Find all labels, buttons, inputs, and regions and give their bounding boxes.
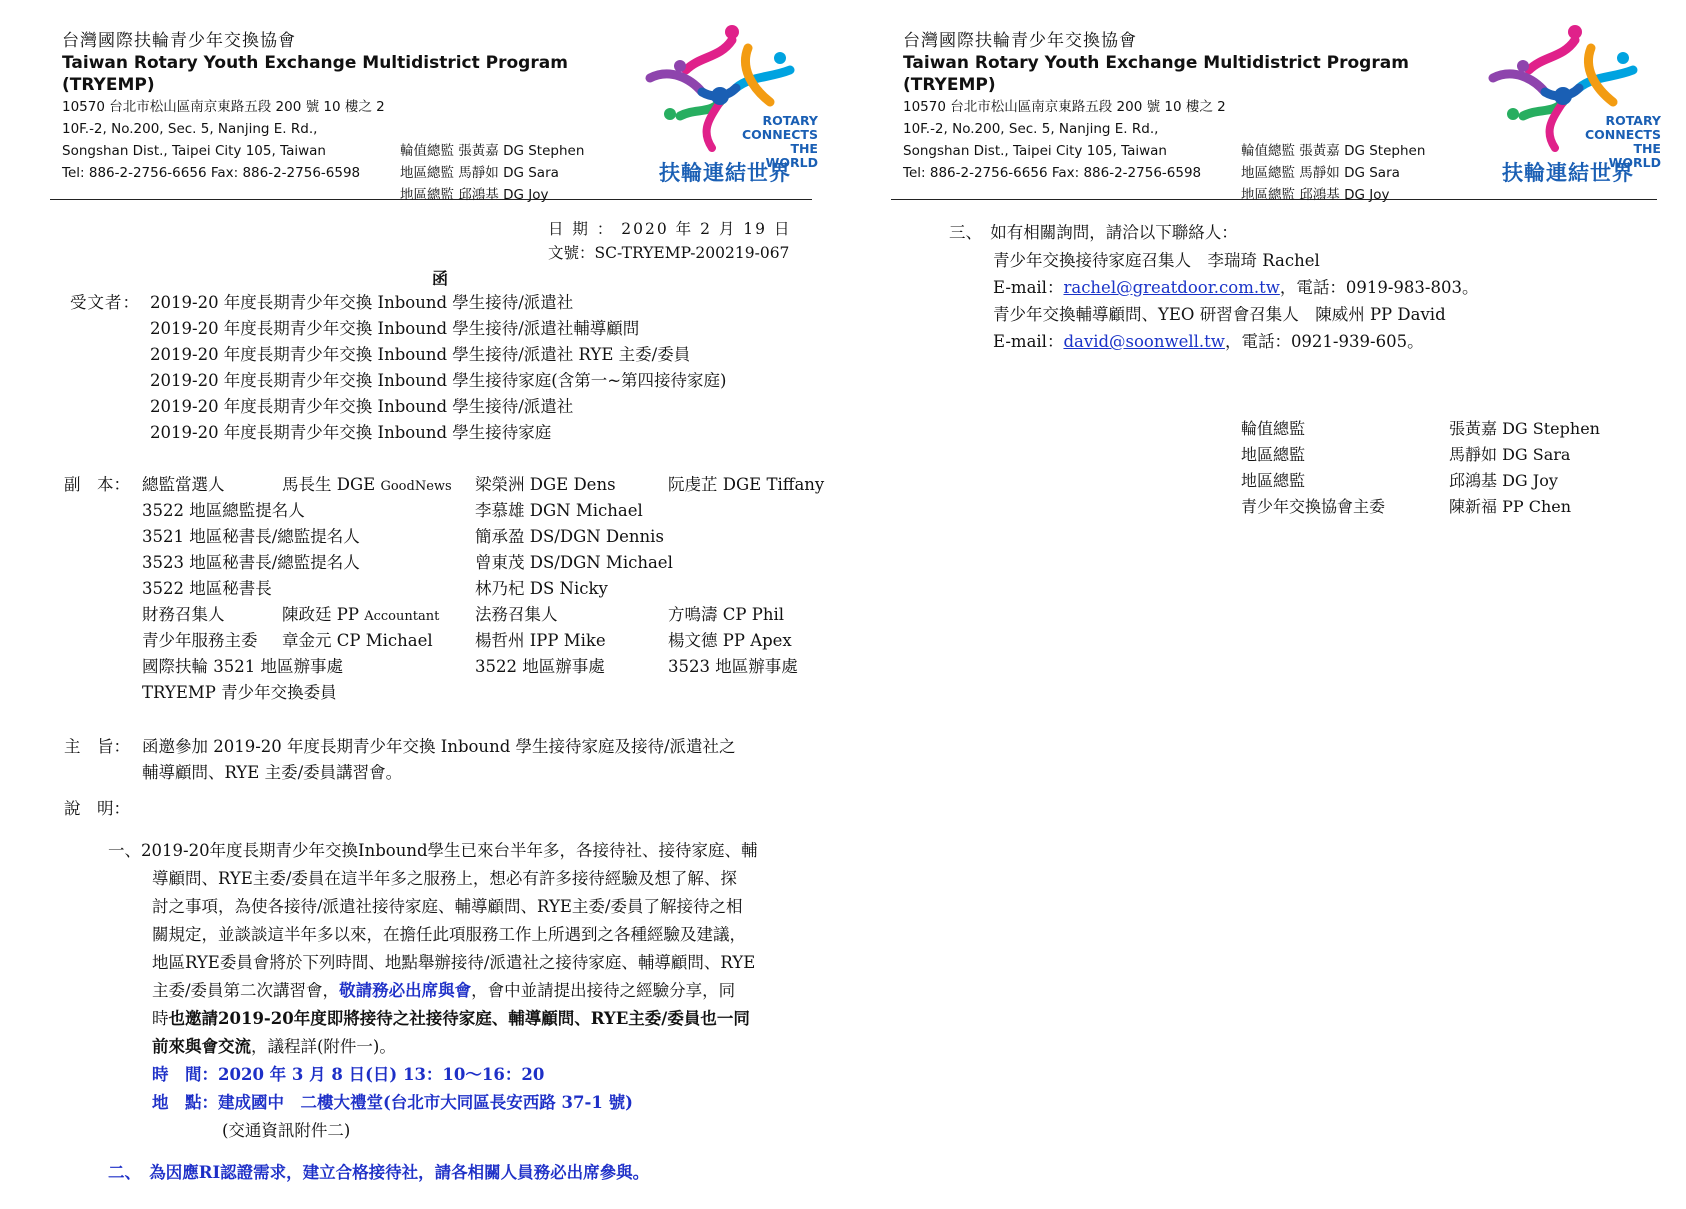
cc-entry: 3522 地區辦事處 [475, 657, 605, 676]
item1-line: 討之事項，為使各接待/派遣社接待家庭、輔導顧問、RYE主委/委員了解接待之相 [152, 897, 743, 916]
email-link-rachel[interactable]: rachel@greatdoor.com.tw [1063, 278, 1280, 297]
cc-entry: 阮虔芷 DGE Tiffany [668, 475, 825, 494]
cc-entry: 曾東茂 DS/DGN Michael [475, 553, 673, 572]
cc-label: 副 本： [64, 475, 130, 494]
contact-line: Tel: 886-2-2756-6656 Fax: 886-2-2756-6598 [903, 165, 1202, 181]
org-name-zh: 台灣國際扶輪青少年交換協會 [62, 31, 296, 51]
subject-line-2: 輔導顧問、RYE 主委/委員講習會。 [142, 763, 403, 782]
address-en-2: Songshan Dist., Taipei City 105, Taiwan [903, 143, 1167, 159]
rotary-connects-logo [640, 18, 818, 186]
signature-title: 地區總監 [1241, 471, 1306, 490]
governor-1: 輪值總監 張黃嘉 DG Stephen [400, 143, 585, 159]
recipients-label: 受文者： [70, 293, 140, 312]
governor-2: 地區總監 馬靜如 DG Sara [1241, 165, 1400, 181]
org-name-zh: 台灣國際扶輪青少年交換協會 [903, 31, 1137, 51]
item1-line: 前來與會交流，議程詳(附件一)。 [152, 1037, 396, 1056]
description-label: 說 明： [64, 799, 130, 818]
governor-1: 輪值總監 張黃嘉 DG Stephen [1241, 143, 1426, 159]
signature-name: 馬靜如 DG Sara [1449, 445, 1571, 464]
cc-entry: 法務召集人 [475, 605, 558, 624]
subject-label: 主 旨： [64, 737, 130, 756]
letterhead [62, 30, 622, 206]
item1-line: 一、2019-20年度長期青少年交換Inbound學生已來台半年多，各接待社、接待家庭、輔 [108, 841, 758, 860]
cc-entry: 3523 地區秘書長/總監提名人 [142, 553, 360, 572]
cc-entry: 簡承盈 DS/DGN Dennis [475, 527, 664, 546]
contact-person-1: 青少年交換接待家庭召集人 李瑞琦 Rachel [993, 251, 1320, 270]
signature-name: 陳新福 PP Chen [1449, 497, 1572, 516]
contact-line: Tel: 886-2-2756-6656 Fax: 886-2-2756-6598 [62, 165, 361, 181]
recipient-line: 2019-20 年度長期青少年交換 Inbound 學生接待/派遣社 [150, 397, 574, 416]
cc-entry: 林乃杞 DS Nicky [475, 579, 608, 598]
cc-entry: 青少年服務主委 [142, 631, 258, 650]
rotary-connects-logo [1483, 18, 1661, 186]
address-zh: 10570 台北市松山區南京東路五段 200 號 10 樓之 2 [903, 99, 1226, 115]
governor-2: 地區總監 馬靜如 DG Sara [400, 165, 559, 181]
org-name-en: Taiwan Rotary Youth Exchange Multidistrict Program (TRYEMP) [62, 53, 568, 95]
cc-entry: 梁榮洲 DGE Dens [475, 475, 616, 494]
signature-name: 邱鴻基 DG Joy [1449, 471, 1558, 490]
letter-date: 日 期 ： 2020 年 2 月 19 日 [548, 220, 792, 238]
subject-line-1: 函邀參加 2019-20 年度長期青少年交換 Inbound 學生接待家庭及接待/派遣社之 [142, 737, 736, 756]
letter-page-2 [843, 0, 1686, 1209]
governor-3: 地區總監 邱鴻基 DG Joy [400, 187, 549, 203]
cc-entry: 總監當選人 [142, 475, 225, 494]
cc-entry: 陳政廷 PP Accountant [282, 605, 440, 624]
cc-entry: 3522 地區秘書長 [142, 579, 272, 598]
item1-line: 關規定，並談談這半年多以來，在擔任此項服務工作上所遇到之各種經驗及建議， [152, 925, 746, 944]
cc-entry: 3522 地區總監提名人 [142, 501, 305, 520]
contact-1-line: E-mail：rachel@greatdoor.com.tw，電話：0919-983-803。 [993, 278, 1479, 297]
signature-title: 青少年交換協會主委 [1241, 497, 1386, 516]
address-en-1: 10F.-2, No.200, Sec. 5, Nanjing E. Rd., [62, 121, 318, 137]
cc-entry: TRYEMP 青少年交換委員 [142, 683, 337, 702]
event-time: 時 間：2020 年 3 月 8 日(日) 13：10～16：20 [152, 1065, 545, 1084]
address-en-1: 10F.-2, No.200, Sec. 5, Nanjing E. Rd., [903, 121, 1159, 137]
item2-line: 二、 為因應RI認證需求，建立合格接待社，請各相關人員務必出席參與。 [108, 1163, 650, 1182]
signature-name: 張黃嘉 DG Stephen [1449, 419, 1600, 438]
event-place: 地 點：建成國中 二樓大禮堂(台北市大同區長安西路 37-1 號) [152, 1093, 633, 1112]
item1-line: 時也邀請2019-20年度即將接待之社接待家庭、輔導顧問、RYE主委/委員也一同 [152, 1009, 750, 1028]
recipient-line: 2019-20 年度長期青少年交換 Inbound 學生接待/派遣社 RYE 主委/委員 [150, 345, 691, 364]
cc-entry: 國際扶輪 3521 地區辦事處 [142, 657, 343, 676]
recipient-line: 2019-20 年度長期青少年交換 Inbound 學生接待家庭(含第一~第四接待家庭) [150, 371, 727, 390]
cc-entry: 楊哲州 IPP Mike [475, 631, 606, 650]
email-link-david[interactable]: david@soonwell.tw [1063, 332, 1225, 351]
signature-title: 輪值總監 [1241, 419, 1306, 438]
cc-entry: 3523 地區辦事處 [668, 657, 798, 676]
item1-line: 導顧問、RYE主委/委員在這半年多之服務上，想必有許多接待經驗及想了解、探 [152, 869, 737, 888]
recipient-line: 2019-20 年度長期青少年交換 Inbound 學生接待/派遣社 [150, 293, 574, 312]
address-zh: 10570 台北市松山區南京東路五段 200 號 10 樓之 2 [62, 99, 385, 115]
document-type: 函 [432, 269, 449, 288]
item1-line: 地區RYE委員會將於下列時間、地點舉辦接待/派遣社之接待家庭、輔導顧問、RYE [152, 953, 756, 972]
cc-entry: 李慕雄 DGN Michael [475, 501, 643, 520]
contact-person-2: 青少年交換輔導顧問、YEO 研習會召集人 陳威州 PP David [993, 305, 1446, 324]
logo-text-en: ROTARY CONNECTS THE WORLD [742, 113, 818, 170]
governor-3: 地區總監 邱鴻基 DG Joy [1241, 187, 1390, 203]
logo-text-en: ROTARY CONNECTS THE WORLD [1585, 113, 1661, 170]
logo-text-zh: 扶輪連結世界 [659, 161, 791, 185]
cc-entry: 方鳴濤 CP Phil [668, 605, 784, 624]
recipient-line: 2019-20 年度長期青少年交換 Inbound 學生接待/派遣社輔導顧問 [150, 319, 640, 338]
attendance-request: 敬請務必出席與會 [339, 981, 472, 1000]
cc-entry: 財務召集人 [142, 605, 225, 624]
cc-entry: 楊文德 PP Apex [668, 631, 792, 650]
document-number: 文號：SC-TRYEMP-200219-067 [548, 244, 790, 262]
letterhead [903, 30, 1463, 206]
item3-line: 三、 如有相關詢問，請洽以下聯絡人： [949, 223, 1238, 242]
cc-entry: 章金元 CP Michael [282, 631, 433, 650]
header-divider [891, 199, 1657, 200]
header-divider [50, 199, 812, 200]
org-name-en: Taiwan Rotary Youth Exchange Multidistrict Program (TRYEMP) [903, 53, 1409, 95]
logo-text-zh: 扶輪連結世界 [1502, 161, 1634, 185]
item1-line: 主委/委員第二次講習會，敬請務必出席與會，會中並請提出接待之經驗分享，同 [152, 981, 736, 1000]
address-en-2: Songshan Dist., Taipei City 105, Taiwan [62, 143, 326, 159]
recipient-line: 2019-20 年度長期青少年交換 Inbound 學生接待家庭 [150, 423, 552, 442]
cc-entry: 馬長生 DGE GoodNews [282, 475, 452, 494]
signature-title: 地區總監 [1241, 445, 1306, 464]
cc-entry: 3521 地區秘書長/總監提名人 [142, 527, 360, 546]
transport-note: (交通資訊附件二) [222, 1121, 351, 1140]
contact-2-line: E-mail：david@soonwell.tw，電話：0921-939-605。 [993, 332, 1424, 351]
